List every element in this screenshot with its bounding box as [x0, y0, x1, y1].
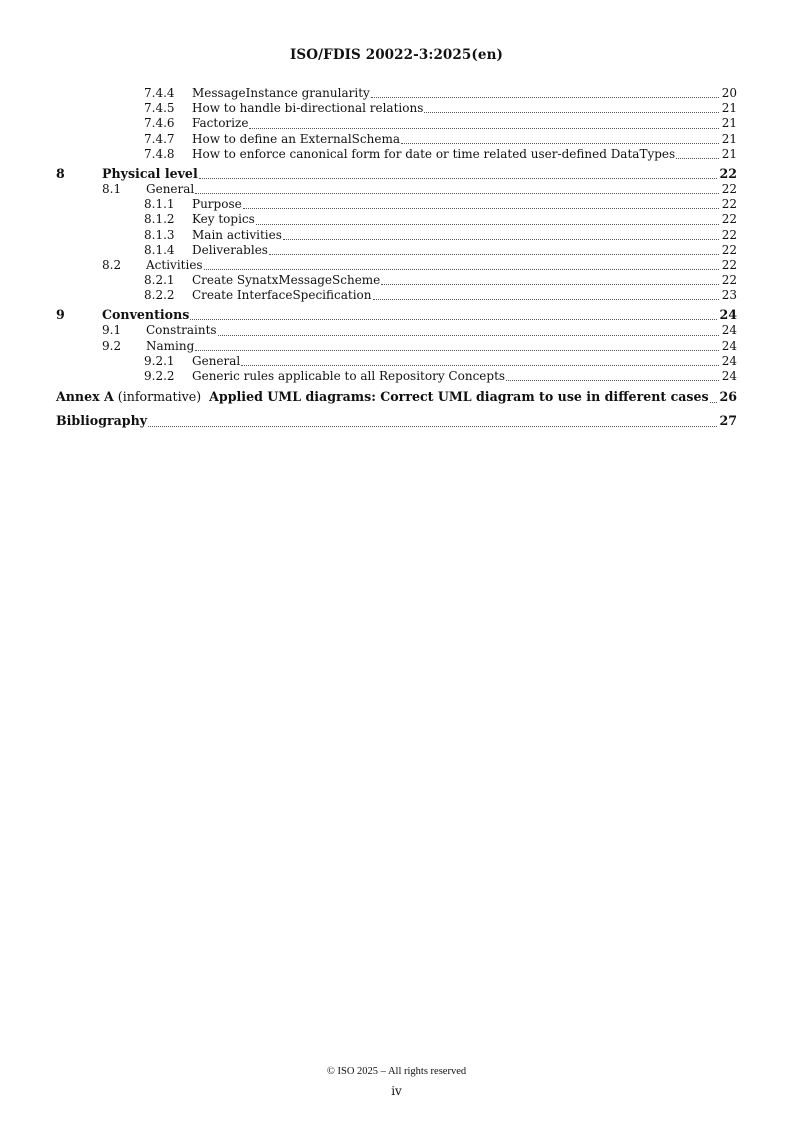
toc-entry-title: Physical level	[102, 165, 198, 181]
page-number: iv	[391, 1084, 402, 1098]
toc-entry-number: 8.2.1	[144, 273, 175, 288]
dot-leader	[371, 97, 719, 98]
toc-entry-number: 9.1	[102, 323, 122, 338]
toc-entry-page: 22	[721, 197, 737, 212]
toc-entry-8-2-2[interactable]	[56, 288, 737, 303]
toc-entry-7-4-6[interactable]	[56, 116, 737, 131]
toc-entry-number: 9	[56, 307, 65, 323]
dot-leader	[195, 193, 719, 194]
dot-leader	[199, 178, 718, 179]
toc-entry-title: Activities	[146, 257, 203, 272]
toc-entry-page: 21	[721, 131, 737, 146]
dot-leader	[381, 284, 719, 285]
toc-entry-number: 8	[56, 165, 65, 181]
toc-entry-page: 21	[721, 116, 737, 131]
toc-entry-page: 22	[721, 273, 737, 288]
toc-entry-number: 8.1.1	[144, 197, 175, 212]
toc-entry-page: 23	[721, 288, 737, 303]
toc-entry-page: 22	[721, 242, 737, 257]
toc-entry-title: Main activities	[192, 227, 282, 242]
toc-entry-page: 26	[719, 389, 737, 405]
toc-entry-title: General	[192, 353, 241, 368]
toc-entry-number: 7.4.4	[144, 86, 175, 100]
toc-entry-9[interactable]	[56, 307, 737, 323]
toc-entry-title: Key topics	[192, 212, 255, 227]
dot-leader	[195, 350, 719, 351]
toc-entry-8-1-2[interactable]	[56, 212, 737, 227]
toc-entry-7-4-8[interactable]	[56, 147, 737, 162]
dot-leader	[190, 319, 717, 320]
dot-leader	[424, 112, 719, 113]
toc-entry-number: 7.4.8	[144, 146, 175, 161]
toc-entry-9-2[interactable]	[56, 339, 737, 354]
toc-entry-title: Factorize	[192, 116, 249, 131]
toc-entry-9-2-1[interactable]	[56, 354, 737, 369]
dot-leader	[148, 426, 717, 427]
toc-entry-8-1-3[interactable]	[56, 228, 737, 243]
toc-entry-8-1-4[interactable]	[56, 243, 737, 258]
toc-entry-8-2-1[interactable]	[56, 273, 737, 288]
toc-entry-title: Deliverables	[192, 242, 268, 257]
toc-entry-page: 24	[719, 307, 737, 323]
toc-entry-title: How to enforce canonical form for date or time related user-defined DataTypes	[192, 146, 676, 161]
dot-leader	[243, 208, 719, 209]
toc-entry-title: Conventions	[102, 307, 190, 323]
table-of-contents	[56, 86, 737, 430]
toc-entry-page: 20	[721, 86, 737, 100]
toc-entry-title: Constraints	[146, 323, 217, 338]
toc-entry-page: 22	[719, 165, 737, 181]
toc-entry-title: Bibliography	[56, 413, 148, 429]
toc-entry-number: 7.4.7	[144, 131, 175, 146]
toc-entry-title: Purpose	[192, 197, 242, 212]
toc-entry-title: Generic rules applicable to all Repository Concepts	[192, 369, 506, 383]
toc-entry-title: Naming	[146, 338, 195, 353]
toc-entry-page: 24	[721, 369, 737, 383]
toc-entry-7-4-5[interactable]	[56, 101, 737, 116]
document-header: ISO/FDIS 20022-3:2025(en)	[289, 47, 503, 63]
toc-entry-8-1-1[interactable]	[56, 197, 737, 212]
toc-entry-title: MessageInstance granularity	[192, 86, 370, 100]
dot-leader	[401, 143, 719, 144]
toc-entry-page: 22	[721, 257, 737, 272]
dot-leader	[269, 254, 719, 255]
dot-leader	[676, 158, 719, 159]
toc-entry-page: 24	[721, 353, 737, 368]
toc-entry-8-2[interactable]	[56, 258, 737, 273]
toc-entry-title: Create SynatxMessageScheme	[192, 273, 381, 288]
copyright-notice: © ISO 2025 – All rights reserved	[326, 1066, 467, 1077]
toc-entry-8[interactable]	[56, 166, 737, 182]
toc-entry-page: 22	[721, 227, 737, 242]
toc-entry-number: 9.2.1	[144, 353, 175, 368]
toc-entry-title: How to define an ExternalSchema	[192, 131, 400, 146]
toc-entry-page: 21	[721, 146, 737, 161]
toc-entry-9-2-2[interactable]	[56, 369, 737, 384]
toc-entry-7-4-4[interactable]	[56, 86, 737, 101]
toc-entry-page: 24	[721, 338, 737, 353]
annex-kind: (informative)	[117, 389, 202, 405]
toc-entry-7-4-7[interactable]	[56, 132, 737, 147]
toc-entry-number: 9.2	[102, 338, 122, 353]
toc-entry-number: 7.4.5	[144, 101, 175, 116]
toc-entry-page: 24	[721, 323, 737, 338]
toc-entry-number: 8.2.2	[144, 288, 175, 303]
annex-title: Applied UML diagrams: Correct UML diagram to use in different cases	[209, 389, 709, 405]
dot-leader	[256, 224, 719, 225]
toc-entry-title: General	[146, 181, 195, 196]
toc-entry-bibliography[interactable]	[56, 412, 737, 430]
annex-label: Annex A	[56, 389, 114, 405]
toc-entry-number: 8.1.3	[144, 227, 175, 242]
toc-entry-page: 22	[721, 212, 737, 227]
toc-entry-number: 8.1.2	[144, 212, 175, 227]
toc-entry-number: 9.2.2	[144, 369, 175, 383]
dot-leader	[241, 365, 719, 366]
dot-leader	[506, 380, 719, 381]
toc-entry-9-1[interactable]	[56, 323, 737, 338]
dot-leader	[373, 299, 719, 300]
toc-entry-number: 8.2	[102, 257, 122, 272]
toc-entry-page: 27	[719, 413, 737, 429]
dot-leader	[710, 402, 718, 403]
toc-entry-number: 8.1.4	[144, 242, 175, 257]
dot-leader	[204, 269, 719, 270]
dot-leader	[283, 239, 719, 240]
toc-entry-page: 21	[721, 101, 737, 116]
toc-entry-8-1[interactable]	[56, 182, 737, 197]
dot-leader	[218, 335, 719, 336]
toc-entry-number: 8.1	[102, 181, 122, 196]
toc-entry-annex-a[interactable]	[56, 388, 737, 406]
toc-entry-number: 7.4.6	[144, 116, 175, 131]
toc-entry-title: Create InterfaceSpecification	[192, 288, 372, 303]
dot-leader	[249, 128, 719, 129]
toc-entry-title: How to handle bi-directional relations	[192, 101, 424, 116]
toc-entry-page: 22	[721, 181, 737, 196]
